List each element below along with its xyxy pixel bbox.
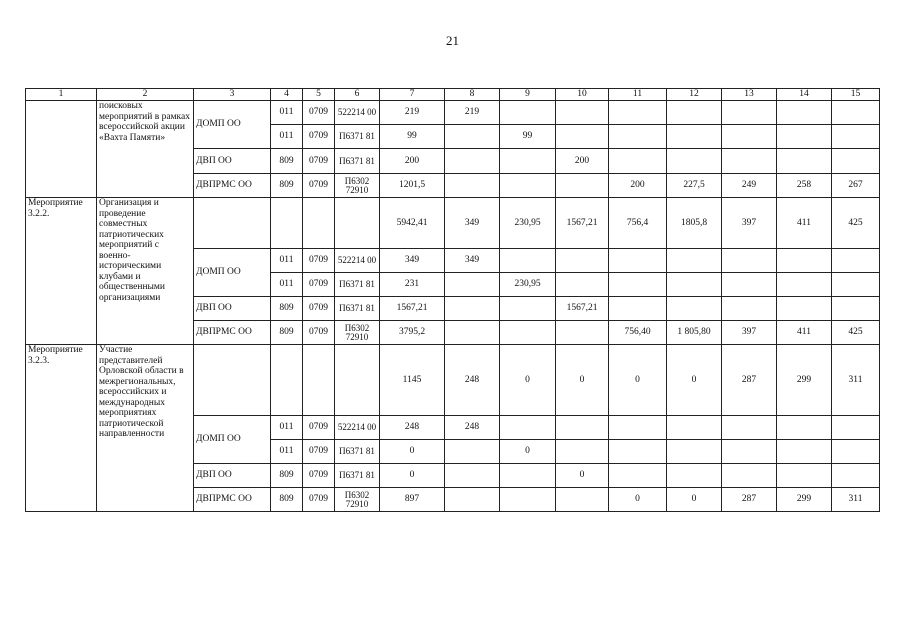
cell: 425 bbox=[832, 198, 880, 249]
cell bbox=[777, 249, 832, 273]
cell: 0 bbox=[609, 345, 667, 416]
agency-cell: ДВП ОО bbox=[194, 464, 271, 488]
cell bbox=[722, 249, 777, 273]
column-header: 13 bbox=[722, 89, 777, 101]
table-row bbox=[26, 198, 880, 249]
cell: 230,95 bbox=[500, 198, 556, 249]
cell: 0709 bbox=[303, 101, 335, 125]
cell: 0709 bbox=[303, 416, 335, 440]
cell: П6371 81 bbox=[335, 273, 380, 297]
cell bbox=[445, 488, 500, 512]
cell: 0709 bbox=[303, 149, 335, 174]
cell bbox=[777, 125, 832, 149]
cell: 349 bbox=[445, 249, 500, 273]
cell bbox=[500, 174, 556, 198]
cell: 809 bbox=[271, 488, 303, 512]
cell bbox=[556, 440, 609, 464]
event-cell bbox=[26, 101, 97, 198]
cell bbox=[777, 101, 832, 125]
cell: 267 bbox=[832, 174, 880, 198]
cell: П6302 72910 bbox=[335, 174, 380, 198]
cell: 0709 bbox=[303, 249, 335, 273]
cell bbox=[777, 416, 832, 440]
cell: 0709 bbox=[303, 273, 335, 297]
cell bbox=[609, 416, 667, 440]
cell: 809 bbox=[271, 297, 303, 321]
column-header: 8 bbox=[445, 89, 500, 101]
cell bbox=[832, 416, 880, 440]
cell: 311 bbox=[832, 488, 880, 512]
cell bbox=[303, 345, 335, 416]
description-cell: Организация и проведение совместных патриотических мероприятий с военно-историческими клубами и общественными организациями bbox=[97, 198, 194, 345]
column-header: 5 bbox=[303, 89, 335, 101]
cell bbox=[556, 488, 609, 512]
agency-cell: ДВПРМС ОО bbox=[194, 488, 271, 512]
cell: П6371 81 bbox=[335, 125, 380, 149]
cell bbox=[832, 297, 880, 321]
cell bbox=[667, 273, 722, 297]
cell: 011 bbox=[271, 440, 303, 464]
cell bbox=[609, 464, 667, 488]
agency-cell bbox=[194, 198, 271, 249]
cell: 522214 00 bbox=[335, 416, 380, 440]
column-header: 15 bbox=[832, 89, 880, 101]
cell: 0709 bbox=[303, 464, 335, 488]
cell: 219 bbox=[445, 101, 500, 125]
cell: 0 bbox=[500, 345, 556, 416]
column-header: 10 bbox=[556, 89, 609, 101]
cell bbox=[556, 125, 609, 149]
cell: 99 bbox=[500, 125, 556, 149]
cell bbox=[722, 464, 777, 488]
cell: П6371 81 bbox=[335, 464, 380, 488]
cell: 231 bbox=[380, 273, 445, 297]
cell bbox=[722, 297, 777, 321]
cell: 0 bbox=[556, 345, 609, 416]
cell bbox=[832, 273, 880, 297]
budget-table bbox=[25, 88, 880, 512]
cell bbox=[832, 249, 880, 273]
cell bbox=[832, 101, 880, 125]
column-header: 1 bbox=[26, 89, 97, 101]
cell bbox=[556, 174, 609, 198]
cell bbox=[609, 101, 667, 125]
column-header: 12 bbox=[667, 89, 722, 101]
cell bbox=[445, 321, 500, 345]
cell bbox=[500, 249, 556, 273]
cell bbox=[335, 345, 380, 416]
cell bbox=[832, 464, 880, 488]
cell bbox=[777, 273, 832, 297]
cell: 0 bbox=[667, 488, 722, 512]
agency-cell: ДОМП ОО bbox=[194, 416, 271, 464]
agency-cell: ДВПРМС ОО bbox=[194, 321, 271, 345]
cell: 0 bbox=[380, 464, 445, 488]
event-cell: Мероприятие 3.2.3. bbox=[26, 345, 97, 512]
cell: 809 bbox=[271, 149, 303, 174]
cell: 1 805,80 bbox=[667, 321, 722, 345]
cell bbox=[667, 101, 722, 125]
agency-cell: ДВП ОО bbox=[194, 297, 271, 321]
cell: 0 bbox=[500, 440, 556, 464]
cell: 200 bbox=[380, 149, 445, 174]
cell bbox=[609, 440, 667, 464]
cell bbox=[445, 273, 500, 297]
cell bbox=[609, 273, 667, 297]
cell: 0 bbox=[380, 440, 445, 464]
cell bbox=[722, 125, 777, 149]
cell bbox=[722, 416, 777, 440]
agency-cell: ДВПРМС ОО bbox=[194, 174, 271, 198]
cell bbox=[832, 125, 880, 149]
cell: 1805,8 bbox=[667, 198, 722, 249]
cell: П6371 81 bbox=[335, 149, 380, 174]
cell: 522214 00 bbox=[335, 249, 380, 273]
cell: 897 bbox=[380, 488, 445, 512]
cell: 0 bbox=[556, 464, 609, 488]
cell: 287 bbox=[722, 488, 777, 512]
cell bbox=[500, 321, 556, 345]
cell bbox=[667, 149, 722, 174]
cell: 0709 bbox=[303, 488, 335, 512]
cell: 1145 bbox=[380, 345, 445, 416]
cell bbox=[556, 249, 609, 273]
cell: П6371 81 bbox=[335, 297, 380, 321]
cell bbox=[556, 273, 609, 297]
cell: 200 bbox=[556, 149, 609, 174]
cell bbox=[722, 149, 777, 174]
cell bbox=[556, 416, 609, 440]
cell: П6302 72910 bbox=[335, 321, 380, 345]
cell: 411 bbox=[777, 321, 832, 345]
cell bbox=[445, 149, 500, 174]
cell: 011 bbox=[271, 416, 303, 440]
cell bbox=[667, 125, 722, 149]
cell: 397 bbox=[722, 321, 777, 345]
cell: 1567,21 bbox=[380, 297, 445, 321]
table-row bbox=[26, 101, 880, 125]
cell bbox=[667, 440, 722, 464]
cell bbox=[667, 297, 722, 321]
description-cell: Участие представителей Орловской области в межрегиональных, всероссийских и международных мероприятиях патриотической направленности bbox=[97, 345, 194, 512]
cell: 397 bbox=[722, 198, 777, 249]
cell bbox=[667, 249, 722, 273]
cell bbox=[777, 464, 832, 488]
cell: 0 bbox=[609, 488, 667, 512]
agency-cell: ДОМП ОО bbox=[194, 101, 271, 149]
cell bbox=[445, 297, 500, 321]
cell: 0709 bbox=[303, 174, 335, 198]
cell: 249 bbox=[722, 174, 777, 198]
cell bbox=[500, 464, 556, 488]
cell: 0709 bbox=[303, 125, 335, 149]
cell: 809 bbox=[271, 174, 303, 198]
cell bbox=[832, 440, 880, 464]
cell: 219 bbox=[380, 101, 445, 125]
cell: 299 bbox=[777, 488, 832, 512]
cell bbox=[667, 416, 722, 440]
column-header: 11 bbox=[609, 89, 667, 101]
cell: 5942,41 bbox=[380, 198, 445, 249]
cell bbox=[722, 101, 777, 125]
cell bbox=[609, 125, 667, 149]
cell: 1567,21 bbox=[556, 198, 609, 249]
cell bbox=[445, 440, 500, 464]
cell: 0 bbox=[667, 345, 722, 416]
column-header: 2 bbox=[97, 89, 194, 101]
cell bbox=[445, 464, 500, 488]
column-header: 6 bbox=[335, 89, 380, 101]
cell: 1567,21 bbox=[556, 297, 609, 321]
cell bbox=[500, 297, 556, 321]
cell: 1201,5 bbox=[380, 174, 445, 198]
cell bbox=[722, 440, 777, 464]
cell: 011 bbox=[271, 125, 303, 149]
cell: 258 bbox=[777, 174, 832, 198]
agency-cell: ДОМП ОО bbox=[194, 249, 271, 297]
event-cell: Мероприятие 3.2.2. bbox=[26, 198, 97, 345]
cell: 425 bbox=[832, 321, 880, 345]
cell: 011 bbox=[271, 249, 303, 273]
cell bbox=[556, 101, 609, 125]
cell bbox=[335, 198, 380, 249]
cell: 522214 00 bbox=[335, 101, 380, 125]
cell: 3795,2 bbox=[380, 321, 445, 345]
cell: 809 bbox=[271, 321, 303, 345]
cell bbox=[777, 297, 832, 321]
cell bbox=[445, 174, 500, 198]
cell: 0709 bbox=[303, 440, 335, 464]
cell bbox=[500, 149, 556, 174]
header-row bbox=[26, 89, 880, 101]
page-number: 21 bbox=[446, 33, 459, 48]
cell: 756,4 bbox=[609, 198, 667, 249]
cell bbox=[832, 149, 880, 174]
cell bbox=[500, 101, 556, 125]
table-row bbox=[26, 345, 880, 416]
cell: 0709 bbox=[303, 297, 335, 321]
cell bbox=[500, 488, 556, 512]
cell bbox=[303, 198, 335, 249]
cell bbox=[271, 198, 303, 249]
column-header: 3 bbox=[194, 89, 271, 101]
agency-cell: ДВП ОО bbox=[194, 149, 271, 174]
cell: 248 bbox=[445, 345, 500, 416]
cell: 349 bbox=[445, 198, 500, 249]
cell: 227,5 bbox=[667, 174, 722, 198]
cell: 200 bbox=[609, 174, 667, 198]
cell bbox=[556, 321, 609, 345]
cell: 99 bbox=[380, 125, 445, 149]
column-header: 14 bbox=[777, 89, 832, 101]
column-header: 9 bbox=[500, 89, 556, 101]
cell: 299 bbox=[777, 345, 832, 416]
cell: 011 bbox=[271, 101, 303, 125]
agency-cell bbox=[194, 345, 271, 416]
cell bbox=[777, 149, 832, 174]
cell: 248 bbox=[445, 416, 500, 440]
cell bbox=[609, 297, 667, 321]
cell: 287 bbox=[722, 345, 777, 416]
cell bbox=[609, 149, 667, 174]
cell: 0709 bbox=[303, 321, 335, 345]
cell bbox=[500, 416, 556, 440]
cell: 756,40 bbox=[609, 321, 667, 345]
description-cell: поисковых мероприятий в рамках всероссийской акции «Вахта Памяти» bbox=[97, 101, 194, 198]
column-header: 7 bbox=[380, 89, 445, 101]
cell: 411 bbox=[777, 198, 832, 249]
cell bbox=[445, 125, 500, 149]
cell bbox=[777, 440, 832, 464]
cell bbox=[722, 273, 777, 297]
cell: 248 bbox=[380, 416, 445, 440]
cell: 311 bbox=[832, 345, 880, 416]
cell bbox=[609, 249, 667, 273]
column-header: 4 bbox=[271, 89, 303, 101]
cell bbox=[667, 464, 722, 488]
cell: 011 bbox=[271, 273, 303, 297]
cell: 230,95 bbox=[500, 273, 556, 297]
cell: П6371 81 bbox=[335, 440, 380, 464]
cell bbox=[271, 345, 303, 416]
cell: 349 bbox=[380, 249, 445, 273]
cell: 809 bbox=[271, 464, 303, 488]
cell: П6302 72910 bbox=[335, 488, 380, 512]
